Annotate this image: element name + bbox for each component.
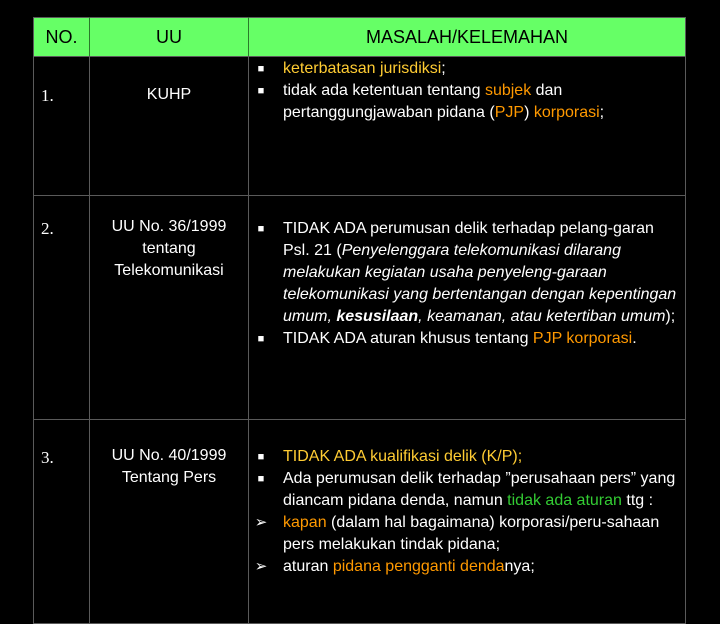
issue-item <box>249 80 685 124</box>
issue-cell <box>249 196 686 420</box>
law-name-line: UU No. 40/1999 <box>111 447 227 464</box>
issue-text: ; <box>441 60 446 77</box>
law-name-line: UU No. 36/1999 <box>111 218 227 235</box>
issue-text: . <box>632 330 637 347</box>
table-header-row <box>34 18 686 57</box>
issue-text: TIDAK ADA perumusan delik terhadap pelang-garan Psl. 21 ( <box>283 220 654 259</box>
header-no: NO. <box>34 18 90 57</box>
issue-cell <box>249 420 686 624</box>
issue-item <box>249 512 685 556</box>
issue-text: PJP korporasi <box>532 330 633 347</box>
issue-text: subjek <box>484 82 532 99</box>
law-name <box>90 196 249 420</box>
arrow-bullet-icon: ➢ <box>254 514 268 531</box>
issue-item <box>249 468 685 512</box>
issue-text: ; <box>599 104 605 121</box>
row-number: 1. <box>34 57 90 196</box>
issue-item <box>249 556 685 578</box>
table-row <box>34 57 686 196</box>
square-bullet-icon: ■ <box>257 473 265 485</box>
issue-text: korporasi <box>533 104 600 121</box>
square-bullet-icon: ■ <box>257 333 265 345</box>
issue-list <box>249 57 685 124</box>
issue-list <box>249 420 685 578</box>
issue-text: dan pertanggungjawaban pidana ( <box>283 82 563 121</box>
row-number: 2. <box>34 196 90 420</box>
issue-text: tidak ada aturan <box>507 492 622 509</box>
law-name-line: tentang <box>142 240 196 257</box>
header-uu: UU <box>90 18 249 57</box>
square-bullet-icon: ■ <box>257 451 265 463</box>
law-name-line: KUHP <box>146 86 192 103</box>
issue-list <box>249 196 685 350</box>
law-name-line: Tentang Pers <box>121 469 217 486</box>
table-row <box>34 196 686 420</box>
issue-text: , keamanan, atau ketertiban umum <box>418 308 666 325</box>
issue-text: kapan <box>283 514 327 531</box>
issue-text: Ada perumusan delik terhadap ”perusahaan pers” yang diancam pidana denda, namun <box>283 470 676 509</box>
issue-text: keterbatasan jurisdiksi <box>283 60 442 77</box>
issue-text: aturan <box>283 558 333 575</box>
square-bullet-icon: ■ <box>257 85 265 97</box>
issue-item <box>249 328 685 350</box>
arrow-bullet-icon: ➢ <box>254 558 268 575</box>
issue-text: ); <box>665 308 676 325</box>
row-number: 3. <box>34 420 90 624</box>
issues-table <box>33 17 686 624</box>
law-name <box>90 57 249 196</box>
issue-text: TIDAK ADA kualifikasi delik (K/P); <box>283 448 523 465</box>
square-bullet-icon: ■ <box>257 223 265 235</box>
square-bullet-icon: ■ <box>257 63 265 75</box>
issue-cell <box>249 57 686 196</box>
issue-text: PJP <box>494 104 525 121</box>
issue-text: ttg : <box>621 492 654 509</box>
header-masalah: MASALAH/KELEMAHAN <box>249 18 686 57</box>
issue-text: kesusilaan <box>336 308 419 325</box>
issue-text: tidak ada ketentuan tentang <box>283 82 485 99</box>
law-name <box>90 420 249 624</box>
issue-item <box>249 218 685 328</box>
issue-text: (dalam hal bagaimana) korporasi/peru-sahaan pers melakukan tindak pidana; <box>283 514 660 553</box>
issue-text: pidana pengganti denda <box>332 558 505 575</box>
issue-text: Penyelenggara telekomunikasi dilarang melakukan kegiatan usaha penyeleng-garaan telekomunikasi yang bertentangan dengan kepentingan umum, <box>283 242 677 325</box>
issue-text: nya; <box>504 558 535 575</box>
law-name-line: Telekomunikasi <box>114 262 224 279</box>
table-row <box>34 420 686 624</box>
issue-text: ) <box>524 104 534 121</box>
issue-item <box>249 58 685 80</box>
issue-text: TIDAK ADA aturan khusus tentang <box>283 330 533 347</box>
issue-item <box>249 446 685 468</box>
